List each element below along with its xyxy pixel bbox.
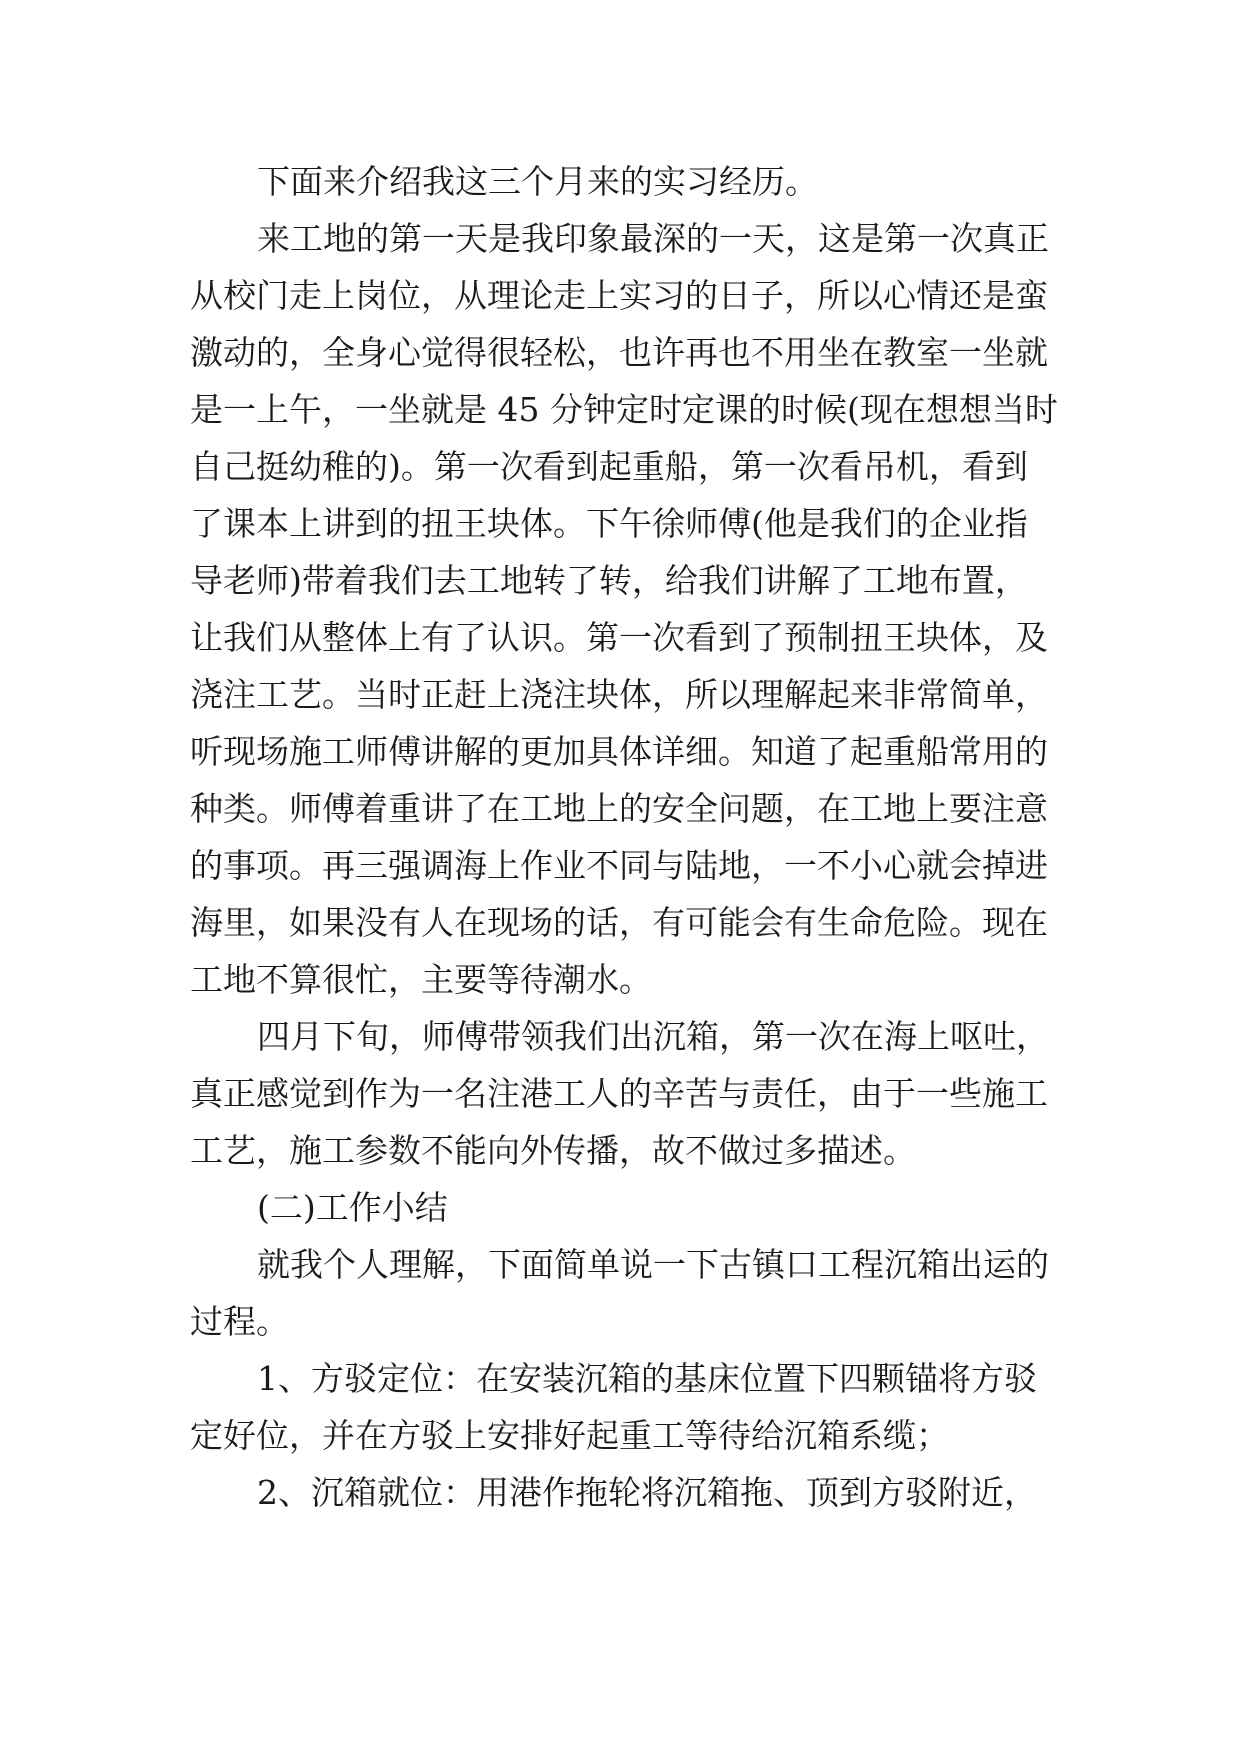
- text-line: 真正感觉到作为一名注港工人的辛苦与责任，由于一些施工: [190, 1074, 1048, 1113]
- text-line: 四月下旬，师傅带领我们出沉箱，第一次在海上呕吐，: [257, 1017, 1049, 1056]
- text-line: 种类。师傅着重讲了在工地上的安全问题，在工地上要注意: [190, 789, 1048, 828]
- text-line: 让我们从整体上有了认识。第一次看到了预制扭王块体，及: [190, 618, 1048, 657]
- text-line: 工地不算很忙，主要等待潮水。: [190, 960, 652, 999]
- section-heading: (二)工作小结: [257, 1188, 448, 1227]
- text-line: 了课本上讲到的扭王块体。下午徐师傅(他是我们的企业指: [190, 504, 1028, 543]
- text-line: 下面来介绍我这三个月来的实习经历。: [257, 162, 818, 201]
- text-line: 导老师)带着我们去工地转了转，给我们讲解了工地布置，: [190, 561, 1028, 600]
- text-line: 是一上午，一坐就是 45 分钟定时定课的时候(现在想想当时: [190, 390, 1058, 429]
- text-line: 从校门走上岗位，从理论走上实习的日子，所以心情还是蛮: [190, 276, 1048, 315]
- text-line: 的事项。再三强调海上作业不同与陆地，一不小心就会掉进: [190, 846, 1048, 885]
- text-line: 定好位，并在方驳上安排好起重工等待给沉箱系缆；: [190, 1416, 949, 1455]
- text-line: 激动的，全身心觉得很轻松，也许再也不用坐在教室一坐就: [190, 333, 1048, 372]
- text-line: 自己挺幼稚的)。第一次看到起重船，第一次看吊机，看到: [190, 447, 1028, 486]
- text-line: 就我个人理解，下面简单说一下古镇口工程沉箱出运的: [257, 1245, 1049, 1284]
- text-line: 来工地的第一天是我印象最深的一天，这是第一次真正: [257, 219, 1049, 258]
- text-line: 浇注工艺。当时正赶上浇注块体，所以理解起来非常简单，: [190, 675, 1048, 714]
- text-line: 听现场施工师傅讲解的更加具体详细。知道了起重船常用的: [190, 732, 1048, 771]
- list-item: 2、沉箱就位：用港作拖轮将沉箱拖、顶到方驳附近，: [257, 1473, 1037, 1512]
- text-line: 工艺，施工参数不能向外传播，故不做过多描述。: [190, 1131, 916, 1170]
- list-item: 1、方驳定位：在安装沉箱的基床位置下四颗锚将方驳: [257, 1359, 1037, 1398]
- text-line: 海里，如果没有人在现场的话，有可能会有生命危险。现在: [190, 903, 1048, 942]
- text-line: 过程。: [190, 1302, 289, 1341]
